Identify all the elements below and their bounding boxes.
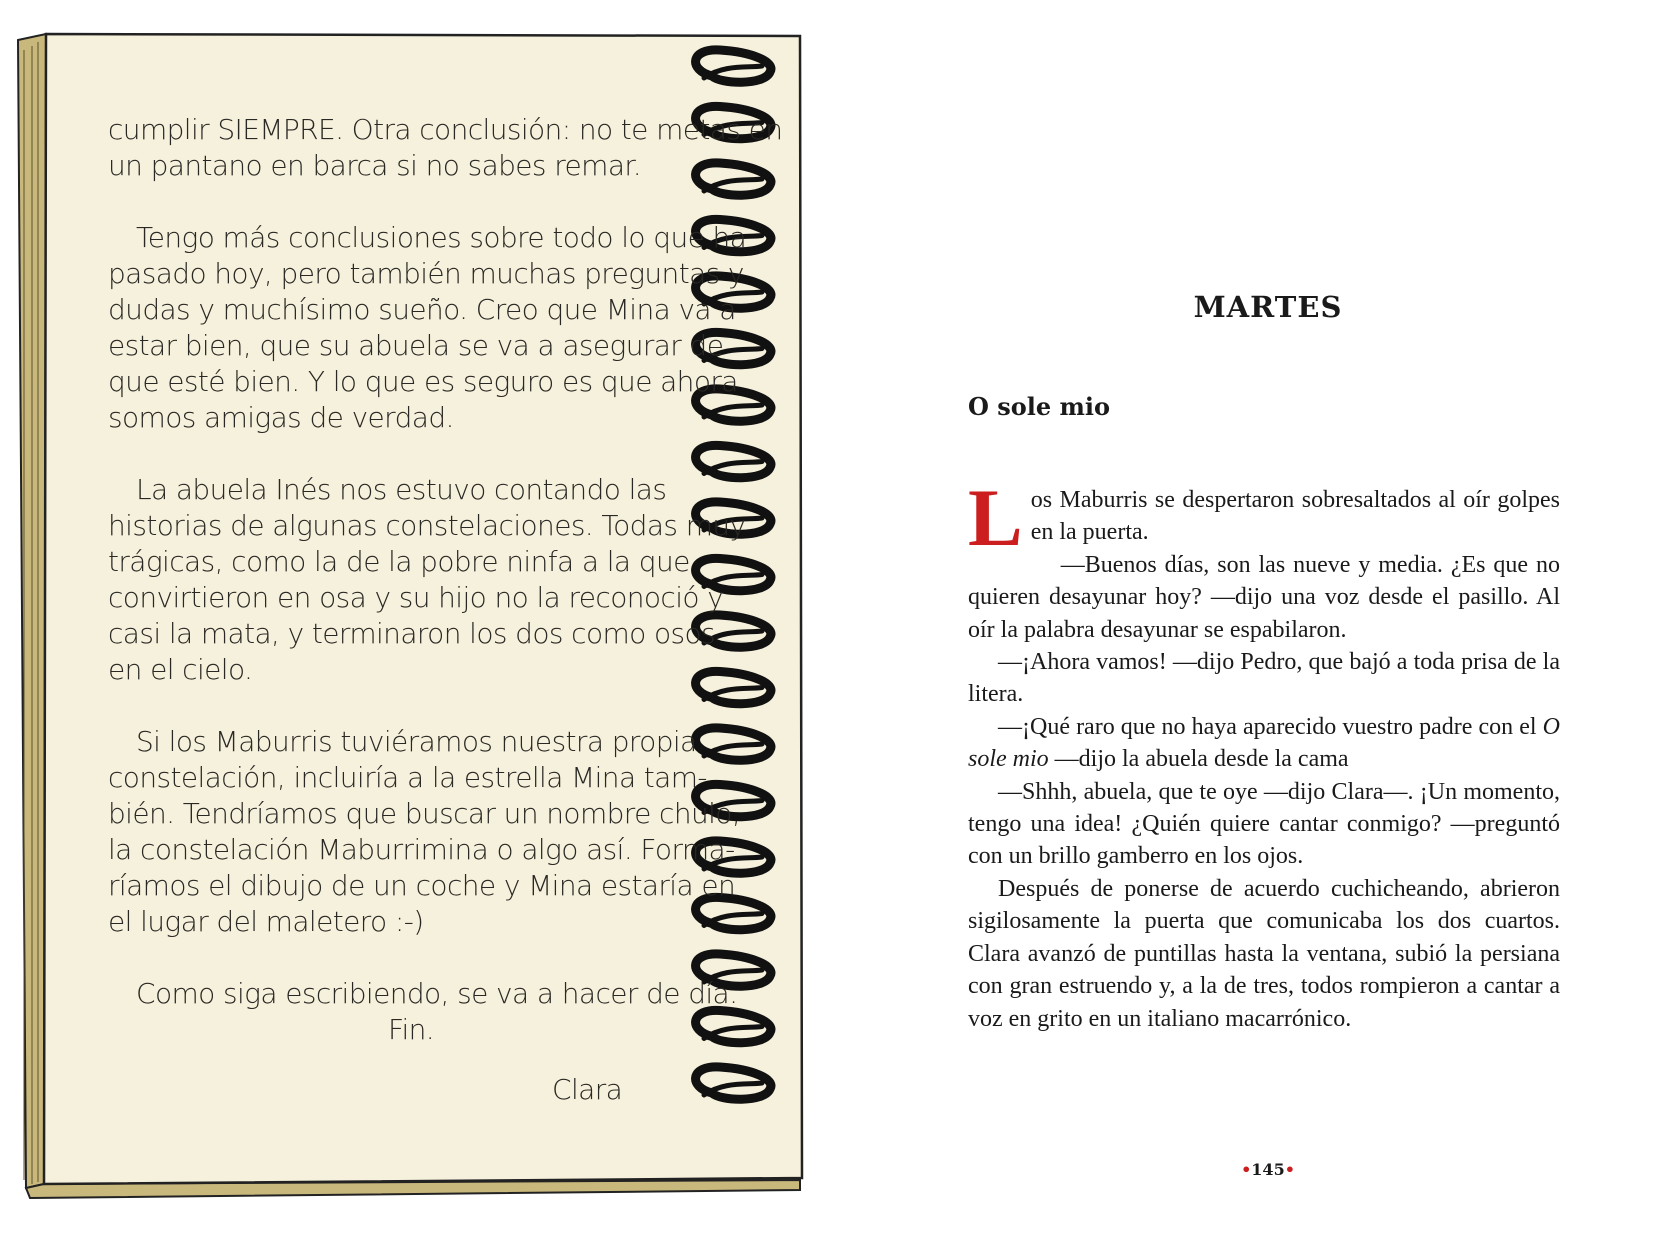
notebook-line: en el cielo. — [108, 653, 253, 686]
notebook-line: casi la mata, y terminaron los dos como osos — [108, 617, 716, 650]
body-text — [968, 472, 1560, 1035]
notebook-line: dudas y muchísimo sueño. Creo que Mina va a — [108, 293, 736, 326]
notebook-paragraph-3 — [108, 472, 746, 688]
paragraph-4 — [968, 711, 1560, 776]
folio-dot-right: • — [1284, 1160, 1295, 1179]
notebook-line: Si los Maburris tuviéramos nuestra propia — [136, 725, 697, 758]
notebook-paragraph-4 — [108, 724, 741, 940]
notebook-line: convirtieron en osa y su hijo no la reconoció y — [108, 581, 724, 614]
folio-dot-left: • — [1241, 1160, 1252, 1179]
notebook-closing — [108, 976, 738, 1108]
notebook-line: estar bien, que su abuela se va a asegurar de — [108, 329, 724, 362]
page-number — [968, 1160, 1568, 1179]
paragraph-2: —Buenos días, son las nueve y media. ¿Es que no quieren desayunar hoy? —dijo una voz desde el pasillo. Al oír la palabra desayunar se espabilaron. — [968, 551, 1560, 643]
notebook-line: somos amigas de verdad. — [108, 401, 454, 434]
notebook-line: pasado hoy, pero también muchas preguntas y — [108, 257, 744, 290]
notebook-line: historias de algunas constelaciones. Todas muy — [108, 509, 746, 542]
chapter-title: MARTES — [1193, 290, 1343, 324]
song-title: O sole mio — [968, 713, 1560, 773]
section-title: O sole mio — [968, 392, 1111, 421]
notebook-line: trágicas, como la de la pobre ninfa a la que — [108, 545, 690, 578]
paragraph-3: —¡Ahora vamos! —dijo Pedro, que bajó a toda prisa de la litera. — [968, 649, 1560, 708]
page-number-text: 145 — [1251, 1160, 1285, 1179]
notebook-line: La abuela Inés nos estuvo contando las — [136, 473, 667, 506]
notebook-line: Tengo más conclusiones sobre todo lo que ha — [136, 221, 747, 254]
paragraph-4-post: —dijo la abuela desde la cama — [1048, 746, 1349, 773]
notebook-line: un pantano en barca si no sabes remar. — [108, 149, 642, 182]
notebook-line: constelación, incluiría a la estrella Mina tam- — [108, 761, 707, 794]
notebook-line: bién. Tendríamos que buscar un nombre chulo, — [108, 797, 741, 830]
notebook-line: ríamos el dibujo de un coche y Mina estaría en — [108, 869, 736, 902]
closing-line: Como siga escribiendo, se va a hacer de día. — [136, 977, 738, 1010]
drop-cap: L — [968, 472, 1023, 563]
paragraph-6: Después de ponerse de acuerdo cuchicheando, abrieron sigilosamente la puerta que comunicaba los dos cuartos. Clara avanzó de puntillas hasta la ventana, subió la persiana con gran estruendo y, a la de tres, todos rompieron a cantar a voz en grito en un italiano macarrónico. — [968, 875, 1560, 1032]
notebook-line: que esté bien. Y lo que es seguro es que ahora — [108, 365, 738, 398]
notebook-line: el lugar del maletero :-) — [108, 905, 424, 938]
notebook-paragraph-2 — [108, 220, 747, 436]
paragraph-4-pre: —¡Qué raro que no haya aparecido vuestro padre con el — [998, 713, 1543, 740]
notebook-handwriting — [108, 112, 783, 1108]
paragraph-5: —Shhh, abuela, que te oye —dijo Clara—. ¡Un momento, tengo una idea! ¿Quién quiere cantar conmigo? —preguntó con un brillo gamberro en los ojos. — [968, 778, 1560, 870]
notebook-line: cumplir SIEMPRE. Otra conclusión: no te metas en — [108, 113, 783, 146]
paragraph-1-text: os Maburris se despertaron sobresaltados al oír golpes en la puerta. — [1030, 487, 1560, 546]
fin-label: Fin. — [388, 1013, 435, 1046]
paragraph-1 — [968, 472, 1560, 563]
printed-page — [968, 0, 1568, 1240]
signature: Clara — [552, 1073, 623, 1106]
notebook-paragraph-1 — [108, 112, 783, 184]
notebook-line: la constelación Maburrimina o algo así. Forma- — [108, 833, 735, 866]
